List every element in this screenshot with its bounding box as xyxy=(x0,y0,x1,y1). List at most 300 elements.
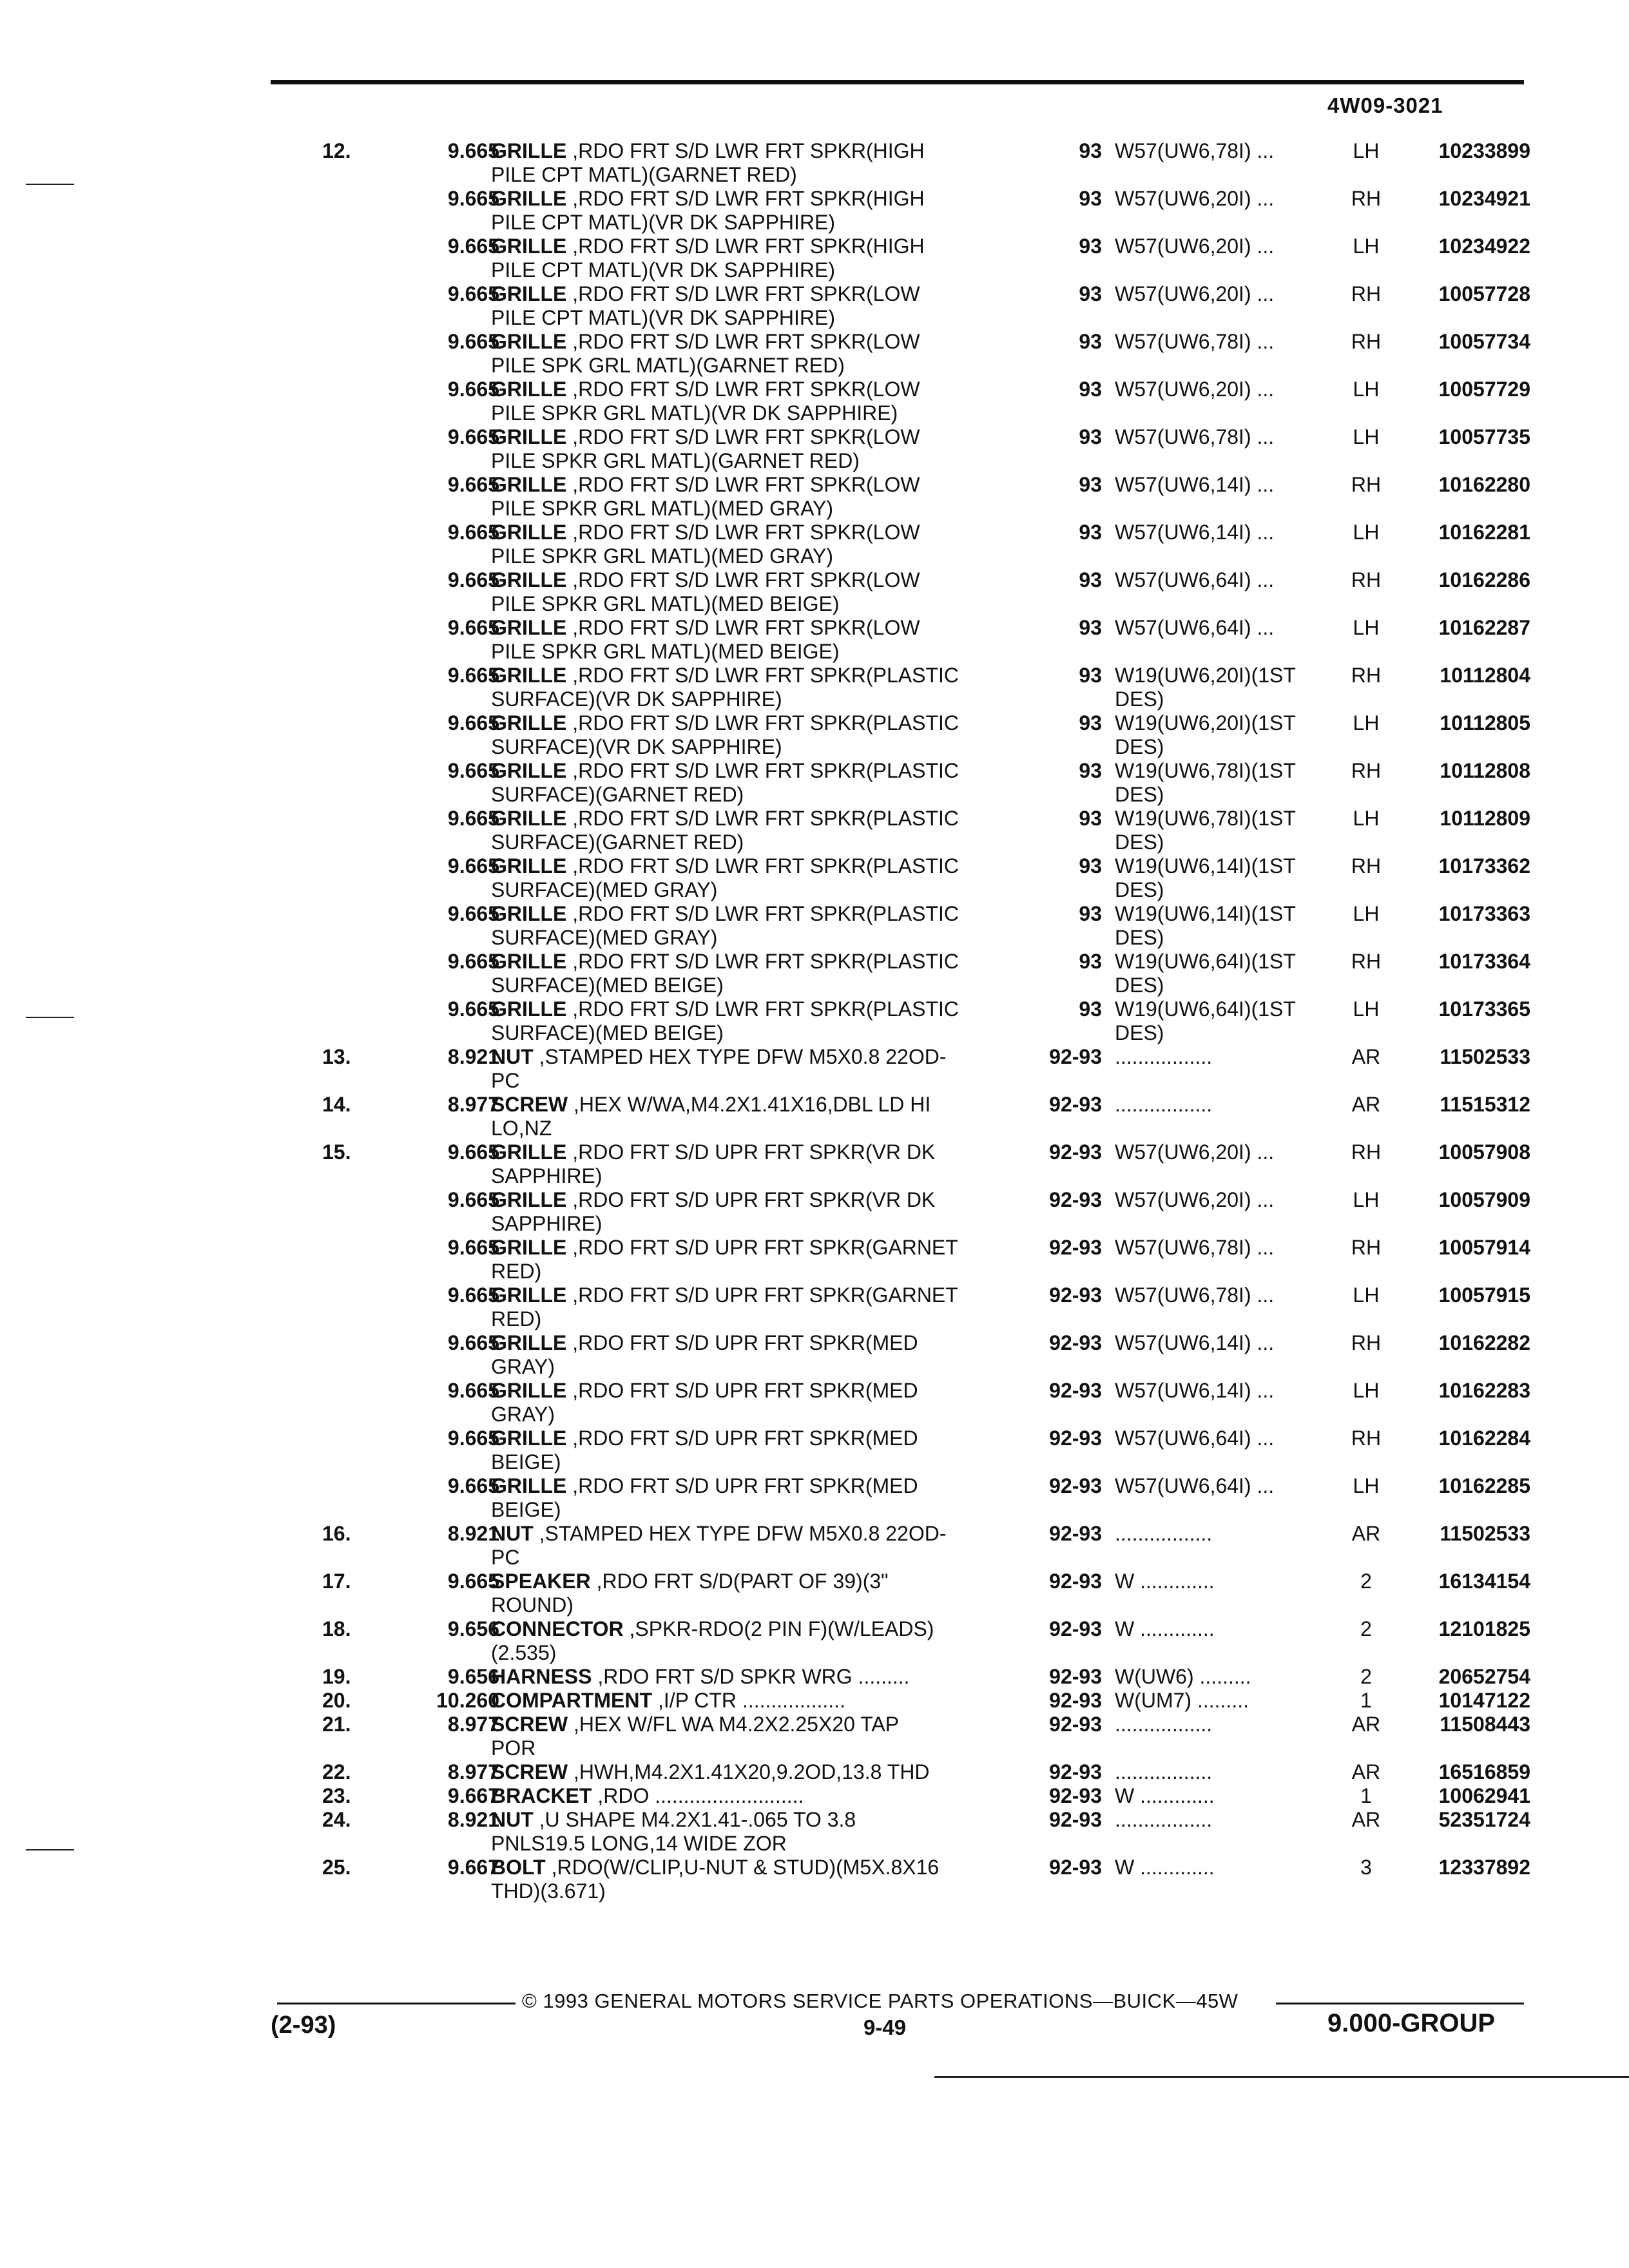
illustration-ref: 9.656 xyxy=(447,1617,499,1640)
part-number: 10173365 xyxy=(1438,997,1530,1021)
model-year: 92-93 xyxy=(1049,1188,1102,1211)
part-number: 10162283 xyxy=(1438,1379,1530,1402)
illustration-ref: 9.665 xyxy=(447,997,499,1021)
illustration-ref: 9.665 xyxy=(447,235,499,258)
model-year: 93 xyxy=(1079,902,1102,925)
illustration-ref: 9.665 xyxy=(447,1236,499,1259)
part-description-line1: ,RDO FRT S/D LWR FRT SPKR(LOW xyxy=(572,282,920,305)
item-number: 21. xyxy=(322,1713,351,1736)
part-description-line2: PILE SPKR GRL MATL)(MED GRAY) xyxy=(491,497,834,520)
part-number: 11502533 xyxy=(1440,1522,1530,1545)
part-name: SPEAKER xyxy=(491,1570,591,1593)
model-year: 92-93 xyxy=(1049,1713,1102,1736)
part-name: GRILLE xyxy=(491,378,567,401)
part-number: 11502533 xyxy=(1440,1045,1530,1068)
part-entry xyxy=(277,1140,1530,1188)
usage-option-line2: DES) xyxy=(1115,831,1164,854)
part-name: GRILLE xyxy=(491,1474,567,1497)
usage-option-line1: W57(UW6,20I) ... xyxy=(1115,235,1275,258)
qty-side: RH xyxy=(1351,1236,1382,1259)
binder-mark xyxy=(26,184,74,185)
qty-side: RH xyxy=(1351,1140,1382,1164)
usage-option xyxy=(1115,1045,1334,1069)
part-description-line1: ,RDO FRT S/D LWR FRT SPKR(LOW xyxy=(572,425,920,448)
part-entry xyxy=(277,425,1530,473)
usage-option-line1: W19(UW6,78I)(1ST xyxy=(1115,807,1296,830)
item-number: 25. xyxy=(322,1856,351,1879)
part-number: 20652754 xyxy=(1438,1665,1530,1688)
part-description-line1: ,STAMPED HEX TYPE DFW M5X0.8 22OD- xyxy=(539,1045,947,1068)
qty-side: 1 xyxy=(1360,1689,1372,1712)
part-description xyxy=(491,1093,994,1140)
part-entry xyxy=(277,807,1530,854)
illustration-ref: 9.665 xyxy=(447,902,499,925)
part-description-line2: (2.535) xyxy=(491,1641,557,1664)
qty-side: LH xyxy=(1353,235,1380,258)
qty-side: RH xyxy=(1351,282,1382,305)
usage-option-line1: W57(UW6,20I) ... xyxy=(1115,187,1275,210)
part-number: 10057728 xyxy=(1438,282,1530,305)
usage-option-line1: W19(UW6,14I)(1ST xyxy=(1115,854,1296,878)
part-entry xyxy=(277,235,1530,282)
qty-side: LH xyxy=(1353,902,1380,925)
model-year: 93 xyxy=(1079,187,1102,210)
usage-option xyxy=(1115,1689,1334,1713)
qty-side: LH xyxy=(1353,616,1380,639)
part-description-line2: SURFACE)(VR DK SAPPHIRE) xyxy=(491,735,782,758)
usage-option xyxy=(1115,616,1334,640)
usage-option-line1: W57(UW6,14I) ... xyxy=(1115,473,1275,496)
illustration-ref: 9.665 xyxy=(447,664,499,687)
part-entry xyxy=(277,1808,1530,1856)
part-description-line2: BEIGE) xyxy=(491,1450,561,1474)
part-description xyxy=(491,1760,994,1784)
part-description xyxy=(491,1045,994,1093)
usage-option xyxy=(1115,1427,1334,1450)
model-year: 92-93 xyxy=(1049,1665,1102,1688)
usage-option-line1: W ............. xyxy=(1115,1784,1215,1807)
part-description-line1: ,HEX W/WA,M4.2X1.41X16,DBL LD HI xyxy=(574,1093,931,1116)
part-number: 10234922 xyxy=(1438,235,1530,258)
part-name: CONNECTOR xyxy=(491,1617,624,1640)
model-year: 92-93 xyxy=(1049,1856,1102,1879)
part-description-line1: ,RDO FRT S/D(PART OF 39)(3" xyxy=(596,1570,889,1593)
usage-option xyxy=(1115,568,1334,592)
part-name: HARNESS xyxy=(491,1665,592,1688)
qty-side: AR xyxy=(1351,1093,1381,1116)
part-description xyxy=(491,1665,994,1689)
qty-side: RH xyxy=(1351,664,1382,687)
part-name: GRILLE xyxy=(491,1236,567,1259)
part-name: GRILLE xyxy=(491,282,567,305)
part-description-line2: PILE SPK GRL MATL)(GARNET RED) xyxy=(491,354,845,377)
usage-option-line1: ................. xyxy=(1115,1760,1213,1783)
part-entry xyxy=(277,1331,1530,1379)
part-number: 11508443 xyxy=(1440,1713,1530,1736)
usage-option-line1: W57(UW6,64I) ... xyxy=(1115,568,1275,591)
part-description-line1: ,RDO FRT S/D UPR FRT SPKR(GARNET xyxy=(572,1236,958,1259)
illustration-ref: 9.665 xyxy=(447,521,499,544)
part-description-line1: ,RDO FRT S/D UPR FRT SPKR(MED xyxy=(572,1331,918,1354)
illustration-ref: 9.667 xyxy=(447,1856,499,1879)
part-description xyxy=(491,1856,994,1903)
item-number: 19. xyxy=(322,1665,351,1688)
part-number: 10233899 xyxy=(1438,139,1530,162)
part-number: 16134154 xyxy=(1438,1570,1530,1593)
part-entry xyxy=(277,1188,1530,1236)
part-description-line2: SURFACE)(MED GRAY) xyxy=(491,878,718,901)
usage-option xyxy=(1115,950,1334,997)
qty-side: RH xyxy=(1351,1331,1382,1354)
part-number: 10112804 xyxy=(1440,664,1530,687)
part-description xyxy=(491,759,994,807)
part-description xyxy=(491,187,994,235)
part-description-line1: ,SPKR-RDO(2 PIN F)(W/LEADS) xyxy=(629,1617,934,1640)
usage-option-line2: DES) xyxy=(1115,926,1164,949)
qty-side: AR xyxy=(1351,1045,1381,1068)
model-year: 93 xyxy=(1079,473,1102,496)
usage-option xyxy=(1115,187,1334,211)
qty-side: LH xyxy=(1353,1188,1380,1211)
part-description-line1: ,STAMPED HEX TYPE DFW M5X0.8 22OD- xyxy=(539,1522,947,1545)
part-description-line1: ,RDO FRT S/D LWR FRT SPKR(PLASTIC xyxy=(572,807,959,830)
part-name: GRILLE xyxy=(491,759,567,782)
usage-option xyxy=(1115,902,1334,950)
illustration-ref: 8.921 xyxy=(447,1045,499,1068)
part-number: 10057909 xyxy=(1438,1188,1530,1211)
usage-option-line2: DES) xyxy=(1115,735,1164,758)
part-description xyxy=(491,1331,994,1379)
usage-option-line1: W57(UW6,78I) ... xyxy=(1115,1236,1275,1259)
usage-option-line1: W(UW6) ......... xyxy=(1115,1665,1251,1688)
part-number: 10173362 xyxy=(1438,854,1530,878)
part-name: GRILLE xyxy=(491,902,567,925)
part-description-line1: ,RDO FRT S/D LWR FRT SPKR(PLASTIC xyxy=(572,759,959,782)
illustration-ref: 8.977 xyxy=(447,1713,499,1736)
illustration-ref: 9.665 xyxy=(447,1188,499,1211)
part-description-line1: ,RDO FRT S/D LWR FRT SPKR(PLASTIC xyxy=(572,711,959,735)
usage-option-line1: W57(UW6,64I) ... xyxy=(1115,1427,1275,1450)
usage-option xyxy=(1115,759,1334,807)
usage-option-line1: W57(UW6,14I) ... xyxy=(1115,521,1275,544)
usage-option-line1: W57(UW6,64I) ... xyxy=(1115,616,1275,639)
illustration-ref: 9.665 xyxy=(447,568,499,591)
qty-side: AR xyxy=(1351,1522,1381,1545)
part-entry xyxy=(277,950,1530,997)
part-name: GRILLE xyxy=(491,616,567,639)
page-code: 4W09-3021 xyxy=(1327,93,1443,117)
part-description xyxy=(491,235,994,282)
part-description-line2: SAPPHIRE) xyxy=(491,1164,602,1187)
usage-option-line1: ................. xyxy=(1115,1808,1213,1831)
usage-option xyxy=(1115,1331,1334,1355)
usage-option-line1: ................. xyxy=(1115,1045,1213,1068)
part-name: GRILLE xyxy=(491,1140,567,1164)
illustration-ref: 9.665 xyxy=(447,1331,499,1354)
part-entry xyxy=(277,521,1530,568)
part-description-line1: ,RDO FRT S/D LWR FRT SPKR(PLASTIC xyxy=(572,664,959,687)
part-description xyxy=(491,139,994,187)
part-number: 10147122 xyxy=(1438,1689,1530,1712)
part-description-line2: SURFACE)(MED BEIGE) xyxy=(491,974,724,997)
top-rule xyxy=(271,80,1524,84)
footer-date: (2-93) xyxy=(271,2012,336,2039)
usage-option-line1: W57(UW6,20I) ... xyxy=(1115,1188,1275,1211)
illustration-ref: 9.665 xyxy=(447,1427,499,1450)
part-name: GRILLE xyxy=(491,187,567,210)
part-description-line2: RED) xyxy=(491,1307,542,1331)
qty-side: 1 xyxy=(1360,1784,1372,1807)
usage-option xyxy=(1115,1617,1334,1641)
part-name: GRILLE xyxy=(491,1379,567,1402)
part-description-line2: PC xyxy=(491,1546,520,1569)
usage-option xyxy=(1115,664,1334,711)
illustration-ref: 9.665 xyxy=(447,807,499,830)
part-description-line1: ,RDO FRT S/D UPR FRT SPKR(VR DK xyxy=(572,1188,936,1211)
illustration-ref: 9.665 xyxy=(447,950,499,973)
usage-option xyxy=(1115,235,1334,258)
item-number: 13. xyxy=(322,1045,351,1068)
part-number: 10162284 xyxy=(1438,1427,1530,1450)
model-year: 93 xyxy=(1079,330,1102,353)
part-entry xyxy=(277,997,1530,1045)
part-description-line2: PNLS19.5 LONG,14 WIDE ZOR xyxy=(491,1832,787,1855)
model-year: 93 xyxy=(1079,235,1102,258)
usage-option-line2: DES) xyxy=(1115,783,1164,806)
part-description-line1: ,RDO FRT S/D UPR FRT SPKR(GARNET xyxy=(572,1283,958,1307)
part-entry xyxy=(277,1856,1530,1903)
usage-option xyxy=(1115,425,1334,449)
part-number: 10162285 xyxy=(1438,1474,1530,1497)
model-year: 92-93 xyxy=(1049,1474,1102,1497)
part-description-line1: ,RDO FRT S/D LWR FRT SPKR(PLASTIC xyxy=(572,902,959,925)
usage-option-line1: W ............. xyxy=(1115,1856,1215,1879)
part-number: 52351724 xyxy=(1438,1808,1530,1831)
part-description-line2: PILE SPKR GRL MATL)(GARNET RED) xyxy=(491,449,860,472)
usage-option-line1: W57(UW6,20I) ... xyxy=(1115,282,1275,305)
usage-option xyxy=(1115,1093,1334,1117)
part-description xyxy=(491,568,994,616)
part-description-line2: SURFACE)(MED GRAY) xyxy=(491,926,718,949)
part-number: 12337892 xyxy=(1438,1856,1530,1879)
part-description-line2: PILE CPT MATL)(VR DK SAPPHIRE) xyxy=(491,258,836,282)
part-description xyxy=(491,997,994,1045)
illustration-ref: 9.665 xyxy=(447,187,499,210)
model-year: 92-93 xyxy=(1049,1379,1102,1402)
model-year: 93 xyxy=(1079,378,1102,401)
part-description-line2: GRAY) xyxy=(491,1355,555,1378)
part-description xyxy=(491,711,994,759)
illustration-ref: 9.665 xyxy=(447,711,499,735)
part-description-line2: PILE SPKR GRL MATL)(MED GRAY) xyxy=(491,544,834,568)
illustration-ref: 9.665 xyxy=(447,330,499,353)
part-description xyxy=(491,616,994,664)
part-entry xyxy=(277,1689,1530,1713)
usage-option-line1: W19(UW6,20I)(1ST xyxy=(1115,664,1296,687)
illustration-ref: 10.260 xyxy=(436,1689,499,1712)
part-description xyxy=(491,330,994,378)
part-number: 10162282 xyxy=(1438,1331,1530,1354)
part-description xyxy=(491,378,994,425)
part-number: 10162286 xyxy=(1438,568,1530,591)
usage-option-line2: DES) xyxy=(1115,687,1164,711)
illustration-ref: 9.665 xyxy=(447,759,499,782)
part-number: 10057735 xyxy=(1438,425,1530,448)
part-description-line2: PILE SPKR GRL MATL)(MED BEIGE) xyxy=(491,592,840,615)
part-description xyxy=(491,425,994,473)
usage-option-line1: W57(UW6,14I) ... xyxy=(1115,1379,1275,1402)
qty-side: RH xyxy=(1351,854,1382,878)
binder-mark xyxy=(26,1017,74,1018)
usage-option xyxy=(1115,378,1334,401)
model-year: 92-93 xyxy=(1049,1331,1102,1354)
illustration-ref: 9.665 xyxy=(447,854,499,878)
item-number: 23. xyxy=(322,1784,351,1807)
part-description xyxy=(491,1427,994,1474)
part-description xyxy=(491,902,994,950)
part-description-line1: ,RDO FRT S/D LWR FRT SPKR(PLASTIC xyxy=(572,854,959,878)
model-year: 93 xyxy=(1079,807,1102,830)
item-number: 18. xyxy=(322,1617,351,1640)
part-entry xyxy=(277,711,1530,759)
part-number: 10057729 xyxy=(1438,378,1530,401)
part-description-line1: ,RDO FRT S/D SPKR WRG ......... xyxy=(597,1665,910,1688)
model-year: 93 xyxy=(1079,759,1102,782)
usage-option-line1: W57(UW6,64I) ... xyxy=(1115,1474,1275,1497)
usage-option-line2: DES) xyxy=(1115,974,1164,997)
model-year: 92-93 xyxy=(1049,1808,1102,1831)
part-entry xyxy=(277,664,1530,711)
illustration-ref: 9.665 xyxy=(447,282,499,305)
model-year: 93 xyxy=(1079,282,1102,305)
part-description xyxy=(491,1140,994,1188)
model-year: 93 xyxy=(1079,425,1102,448)
illustration-ref: 9.665 xyxy=(447,1140,499,1164)
part-entry xyxy=(277,616,1530,664)
usage-option xyxy=(1115,711,1334,759)
usage-option-line1: ................. xyxy=(1115,1093,1213,1116)
part-number: 10112805 xyxy=(1440,711,1530,735)
usage-option xyxy=(1115,473,1334,497)
part-entry xyxy=(277,1713,1530,1760)
qty-side: LH xyxy=(1353,997,1380,1021)
part-description-line2: PILE SPKR GRL MATL)(VR DK SAPPHIRE) xyxy=(491,401,898,425)
part-number: 10057908 xyxy=(1438,1140,1530,1164)
usage-option xyxy=(1115,330,1334,354)
footer-rule-right xyxy=(1276,2003,1524,2004)
item-number: 24. xyxy=(322,1808,351,1831)
model-year: 92-93 xyxy=(1049,1427,1102,1450)
part-name: GRILLE xyxy=(491,664,567,687)
part-description-line1: ,U SHAPE M4.2X1.41-.065 TO 3.8 xyxy=(539,1808,856,1831)
part-description-line2: GRAY) xyxy=(491,1403,555,1426)
qty-side: LH xyxy=(1353,1379,1380,1402)
part-entry xyxy=(277,1236,1530,1283)
model-year: 92-93 xyxy=(1049,1570,1102,1593)
usage-option-line1: ................. xyxy=(1115,1522,1213,1545)
part-description-line1: ,RDO(W/CLIP,U-NUT & STUD)(M5X.8X16 xyxy=(551,1856,940,1879)
part-name: GRILLE xyxy=(491,235,567,258)
part-description xyxy=(491,1379,994,1427)
part-description-line1: ,RDO FRT S/D UPR FRT SPKR(MED xyxy=(572,1474,918,1497)
illustration-ref: 8.921 xyxy=(447,1522,499,1545)
qty-side: LH xyxy=(1353,378,1380,401)
part-entry xyxy=(277,282,1530,330)
model-year: 93 xyxy=(1079,711,1102,735)
part-name: NUT xyxy=(491,1045,534,1068)
illustration-ref: 9.665 xyxy=(447,616,499,639)
part-description-line1: ,I/P CTR .................. xyxy=(657,1689,845,1712)
usage-option-line1: W57(UW6,78I) ... xyxy=(1115,139,1275,162)
part-number: 10062941 xyxy=(1438,1784,1530,1807)
item-number: 12. xyxy=(322,139,351,162)
qty-side: RH xyxy=(1351,568,1382,591)
usage-option-line2: DES) xyxy=(1115,1021,1164,1044)
part-entry xyxy=(277,378,1530,425)
part-entry xyxy=(277,1570,1530,1617)
usage-option-line1: W57(UW6,20I) ... xyxy=(1115,1140,1275,1164)
usage-option xyxy=(1115,854,1334,902)
usage-option xyxy=(1115,1379,1334,1403)
part-description xyxy=(491,473,994,521)
qty-side: RH xyxy=(1351,187,1382,210)
model-year: 92-93 xyxy=(1049,1236,1102,1259)
part-entry xyxy=(277,568,1530,616)
part-description xyxy=(491,1570,994,1617)
qty-side: LH xyxy=(1353,425,1380,448)
part-description-line1: ,RDO FRT S/D LWR FRT SPKR(HIGH xyxy=(572,139,925,162)
qty-side: RH xyxy=(1351,759,1382,782)
part-description-line1: ,RDO FRT S/D LWR FRT SPKR(HIGH xyxy=(572,235,925,258)
part-name: BRACKET xyxy=(491,1784,592,1807)
part-description xyxy=(491,1784,994,1808)
usage-option xyxy=(1115,807,1334,854)
part-description-line2: SURFACE)(VR DK SAPPHIRE) xyxy=(491,687,782,711)
part-description-line1: ,RDO FRT S/D LWR FRT SPKR(LOW xyxy=(572,473,920,496)
part-entry xyxy=(277,187,1530,235)
usage-option xyxy=(1115,1522,1334,1546)
part-number: 12101825 xyxy=(1438,1617,1530,1640)
part-name: GRILLE xyxy=(491,854,567,878)
qty-side: 2 xyxy=(1360,1665,1372,1688)
part-number: 16516859 xyxy=(1438,1760,1530,1783)
part-entry xyxy=(277,759,1530,807)
model-year: 92-93 xyxy=(1049,1283,1102,1307)
part-description xyxy=(491,521,994,568)
qty-side: 2 xyxy=(1360,1617,1372,1640)
part-description-line1: ,RDO FRT S/D UPR FRT SPKR(VR DK xyxy=(572,1140,936,1164)
qty-side: LH xyxy=(1353,1283,1380,1307)
footer-rule-left xyxy=(277,2003,516,2004)
qty-side: 2 xyxy=(1360,1570,1372,1593)
illustration-ref: 9.665 xyxy=(447,1474,499,1497)
usage-option-line1: W19(UW6,78I)(1ST xyxy=(1115,759,1296,782)
usage-option xyxy=(1115,1784,1334,1808)
usage-option-line2: DES) xyxy=(1115,878,1164,901)
model-year: 92-93 xyxy=(1049,1522,1102,1545)
part-number: 10057734 xyxy=(1438,330,1530,353)
model-year: 92-93 xyxy=(1049,1784,1102,1807)
qty-side: RH xyxy=(1351,330,1382,353)
part-description-line2: SURFACE)(GARNET RED) xyxy=(491,783,744,806)
part-description-line1: ,RDO FRT S/D LWR FRT SPKR(LOW xyxy=(572,378,920,401)
part-name: GRILLE xyxy=(491,1283,567,1307)
part-description-line1: ,RDO FRT S/D LWR FRT SPKR(PLASTIC xyxy=(572,950,959,973)
illustration-ref: 8.977 xyxy=(447,1760,499,1783)
model-year: 93 xyxy=(1079,950,1102,973)
model-year: 92-93 xyxy=(1049,1093,1102,1116)
part-description-line2: LO,NZ xyxy=(491,1117,552,1140)
